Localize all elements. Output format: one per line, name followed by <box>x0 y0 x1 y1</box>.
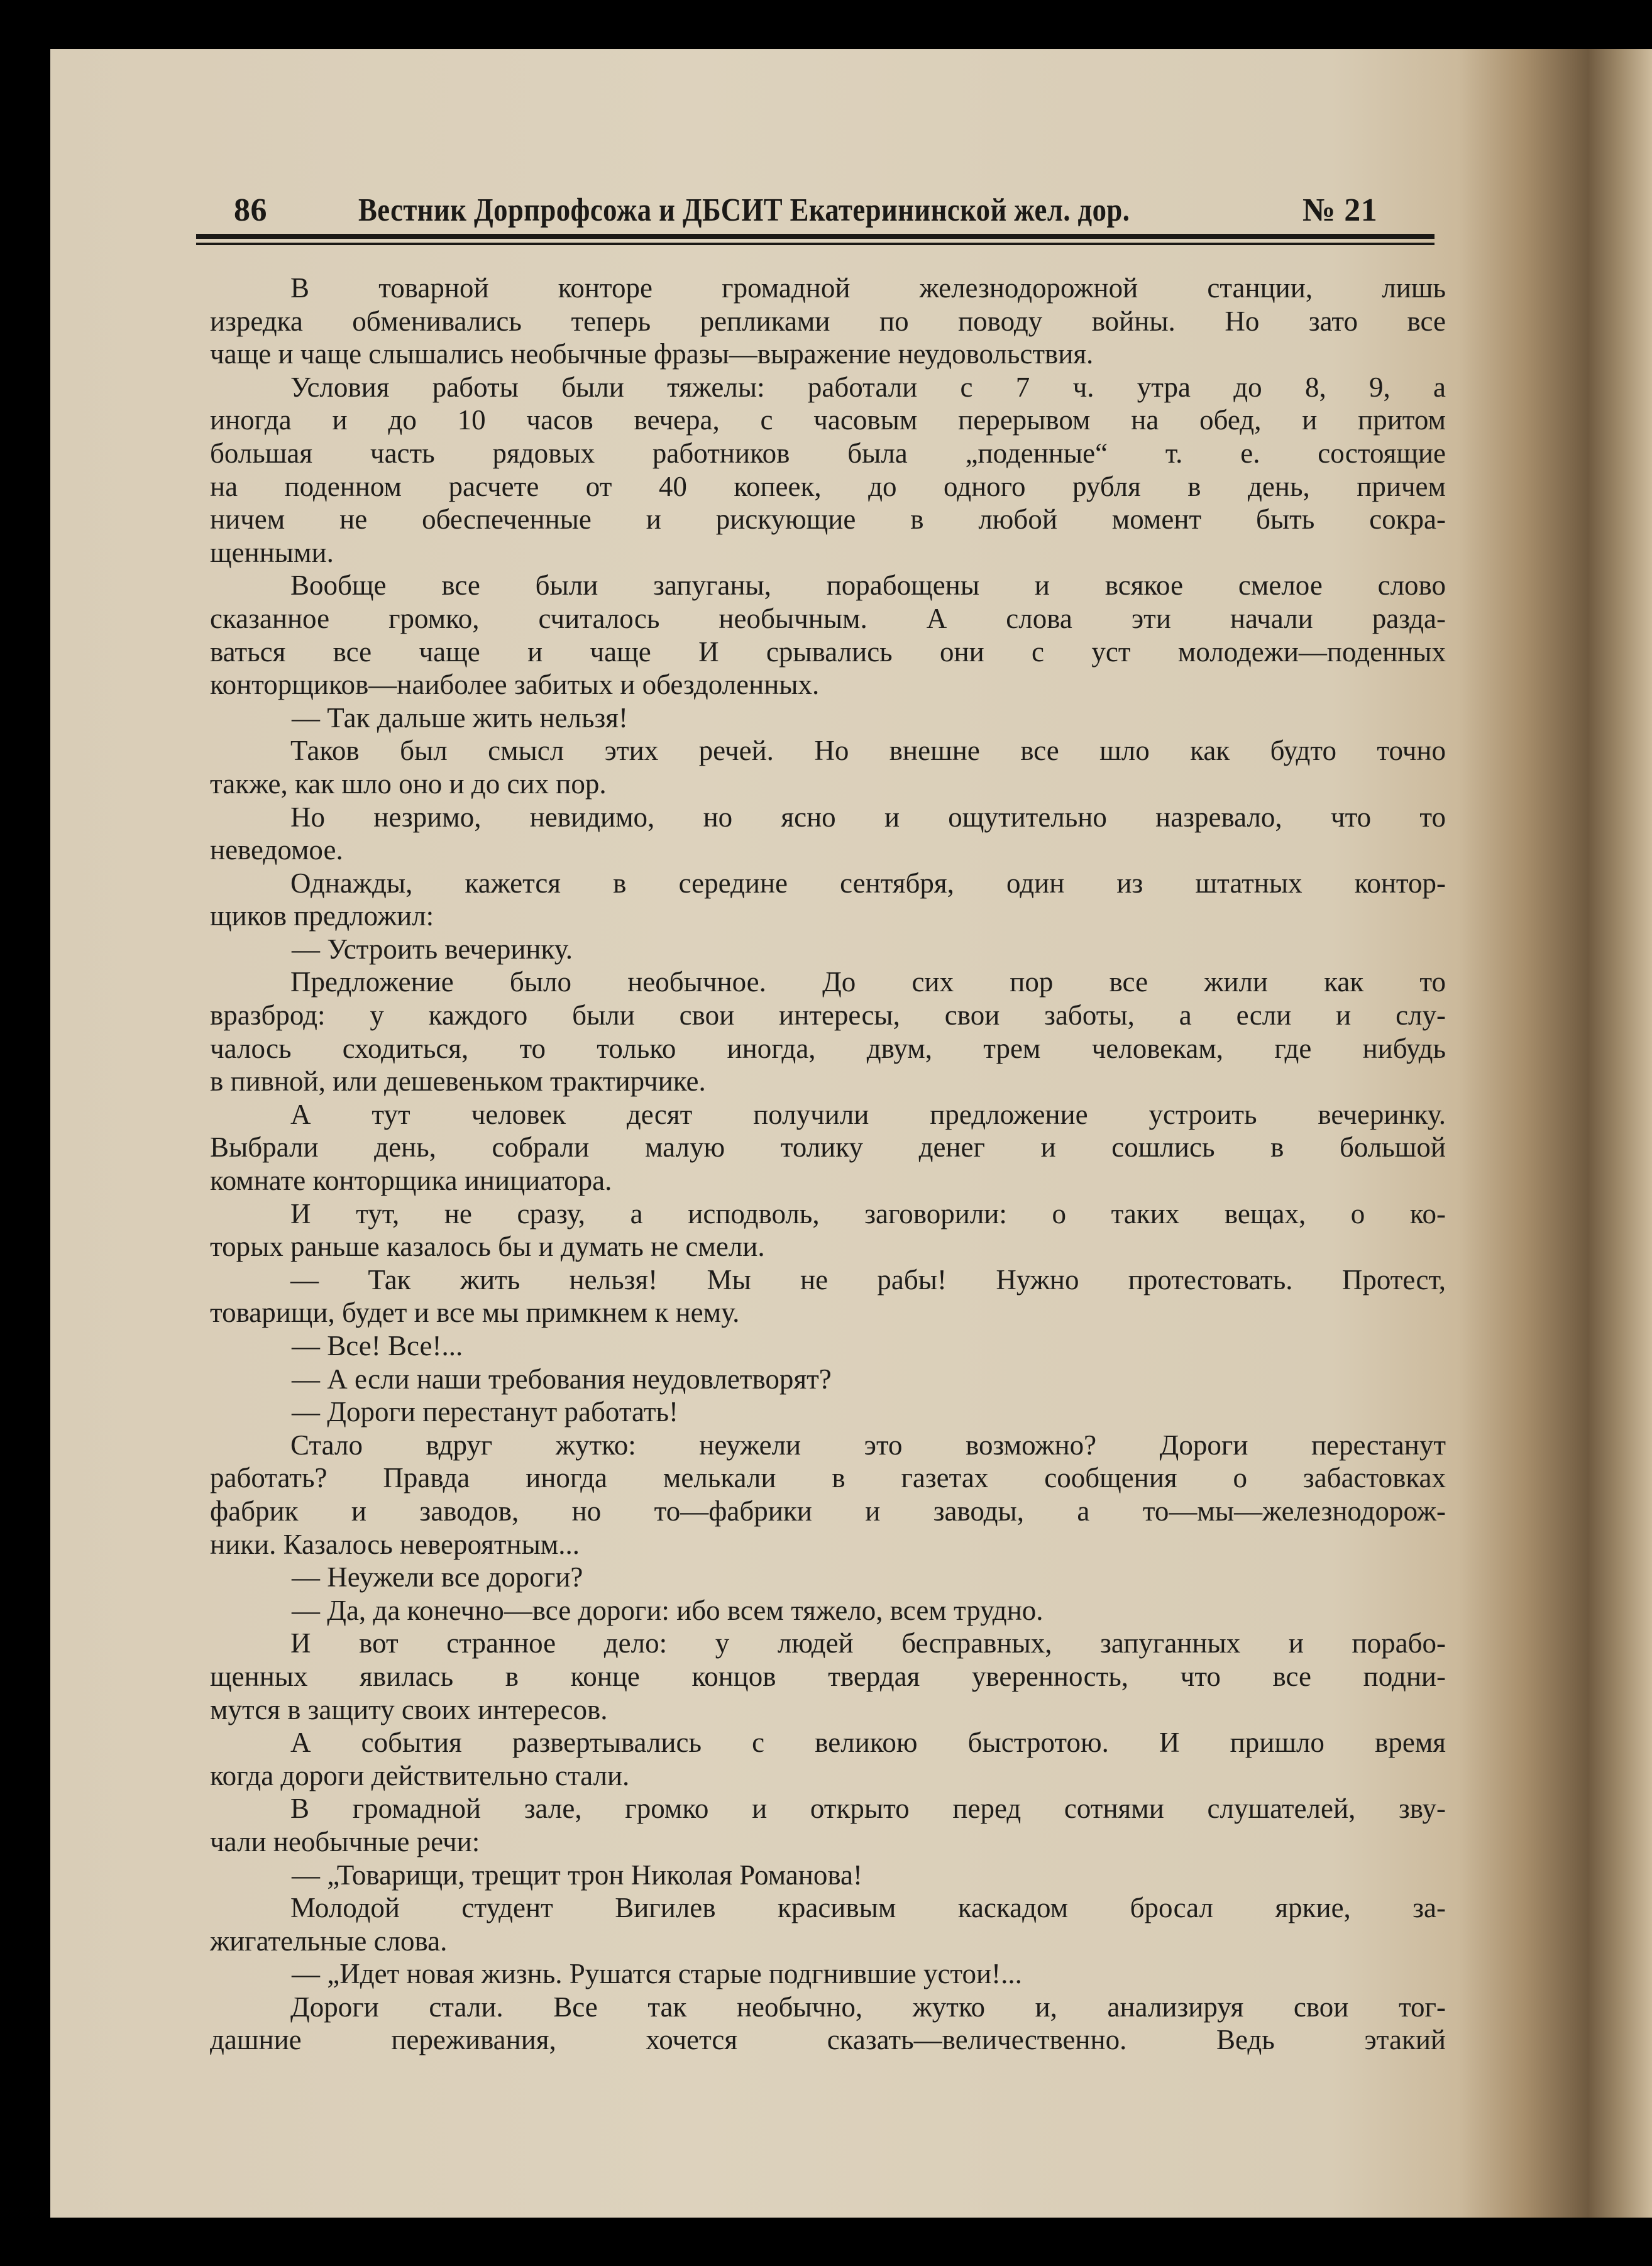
header-rule-thick <box>196 234 1434 239</box>
text-line: иногда и до 10 часов вечера, с часовым перерывом на обед, и притом <box>210 404 1446 436</box>
journal-title: Вестник Дорпрофсожа и ДБСИТ Екатерининской жел. дор. <box>358 192 1130 228</box>
text-line: — Так жить нельзя! Мы не рабы! Нужно протестовать. Протест, <box>290 1263 1446 1295</box>
text-line: — А если наши требования неудовлетворят? <box>292 1363 832 1395</box>
issue-number: № 21 <box>1302 192 1378 228</box>
text-line: чалось сходиться, то только иногда, двум, трем человекам, где нибудь <box>210 1032 1446 1064</box>
text-line: — Устроить вечеринку. <box>292 933 573 965</box>
text-line: Предложение было необычное. До сих пор все жили как то <box>290 966 1446 998</box>
text-line: Условия работы были тяжелы: работали с 7 ч. утра до 8, 9, а <box>290 371 1446 403</box>
text-line: ничем не обеспеченные и рискующие в любой момент быть сокра- <box>210 503 1446 536</box>
text-line: в пивной, или дешевеньком трактирчике. <box>210 1065 706 1097</box>
text-line: товарищи, будет и все мы примкнем к нему. <box>210 1297 740 1329</box>
text-line: Молодой студент Вигилев красивым каскадом бросал яркие, за- <box>290 1892 1446 1924</box>
text-line: — „Идет новая жизнь. Рушатся старые подгнившие устои!... <box>292 1958 1022 1990</box>
text-line: неведомое. <box>210 834 343 866</box>
text-line: — Да, да конечно—все дороги: ибо всем тяжело, всем трудно. <box>292 1594 1044 1626</box>
text-line: также, как шло оно и до сих пор. <box>210 767 607 800</box>
text-line: щенных явилась в конце концов твердая уверенность, что все подни- <box>210 1660 1446 1692</box>
text-line: сказанное громко, считалось необычным. А слова эти начали разда- <box>210 602 1446 634</box>
text-line: торых раньше казалось бы и думать не смели. <box>210 1231 765 1263</box>
text-line: когда дороги действительно стали. <box>210 1759 630 1791</box>
text-line: комнате конторщика инициатора. <box>210 1165 612 1197</box>
header-rule-thin <box>196 243 1434 245</box>
text-line: Однажды, кажется в середине сентября, один из штатных контор- <box>290 867 1446 899</box>
article-body <box>210 272 1446 2057</box>
text-line: изредка обменивались теперь репликами по поводу войны. Но зато все <box>210 305 1446 337</box>
text-line: — Дороги перестанут работать! <box>292 1396 679 1428</box>
text-line: мутся в защиту своих интересов. <box>210 1693 608 1725</box>
text-line: Вообще все были запуганы, порабощены и всякое смелое слово <box>290 569 1446 602</box>
text-line: конторщиков—наиболее забитых и обездоленных. <box>210 669 820 701</box>
text-line: чали необычные речи: <box>210 1825 480 1857</box>
text-line: Дороги стали. Все так необычно, жутко и, анализируя свои тог- <box>290 1991 1446 2023</box>
text-line: — Так дальше жить нельзя! <box>292 701 628 734</box>
text-line: Выбрали день, собрали малую толику денег и сошлись в большой <box>210 1131 1446 1163</box>
text-line: на поденном расчете от 40 копеек, до одного рубля в день, причем <box>210 470 1446 502</box>
text-line: большая часть рядовых работников была „поденные“ т. е. состоящие <box>210 437 1446 469</box>
text-line: вразброд: у каждого были свои интересы, свои заботы, а если и слу- <box>210 999 1446 1031</box>
text-line: А события развертывались с великою быстротою. И пришло время <box>290 1727 1446 1759</box>
text-line: щенными. <box>210 536 334 568</box>
text-line: И вот странное дело: у людей бесправных, запуганных и порабо- <box>290 1627 1446 1659</box>
text-line: работать? Правда иногда мелькали в газетах сообщения о забастовках <box>210 1462 1446 1494</box>
text-line: жигательные слова. <box>210 1925 448 1957</box>
text-line: Стало вдруг жутко: неужели это возможно? Дороги перестанут <box>290 1429 1446 1461</box>
text-line: А тут человек десят получили предложение устроить вечеринку. <box>290 1098 1446 1130</box>
text-line: В громадной зале, громко и открыто перед сотнями слушателей, зву- <box>290 1793 1446 1825</box>
text-line: В товарной конторе громадной железнодорожной станции, лишь <box>290 272 1446 304</box>
text-line: Но незримо, невидимо, но ясно и ощутительно назревало, что то <box>290 801 1446 833</box>
text-line: ники. Казалось невероятным... <box>210 1528 580 1560</box>
text-line: дашние переживания, хочется сказать—величественно. Ведь этакий <box>210 2024 1446 2056</box>
text-line: щиков предложил: <box>210 900 434 932</box>
text-line: ваться все чаще и чаще И срывались они с уст молодежи—поденных <box>210 635 1446 668</box>
page-number: 86 <box>234 192 267 228</box>
text-line: фабрик и заводов, но то—фабрики и заводы, а то—мы—железнодорож- <box>210 1495 1446 1527</box>
text-line: — Неужели все дороги? <box>292 1561 583 1593</box>
text-line: — Все! Все!... <box>292 1330 463 1361</box>
text-line: Таков был смысл этих речей. Но внешне все шло как будто точно <box>290 735 1446 767</box>
text-line: чаще и чаще слышались необычные фразы—выражение неудовольствия. <box>210 338 1094 370</box>
text-line: — „Товарищи, трещит трон Николая Романова! <box>292 1859 862 1891</box>
text-line: И тут, не сразу, а исподволь, заговорили: о таких вещах, о ко- <box>290 1197 1446 1229</box>
